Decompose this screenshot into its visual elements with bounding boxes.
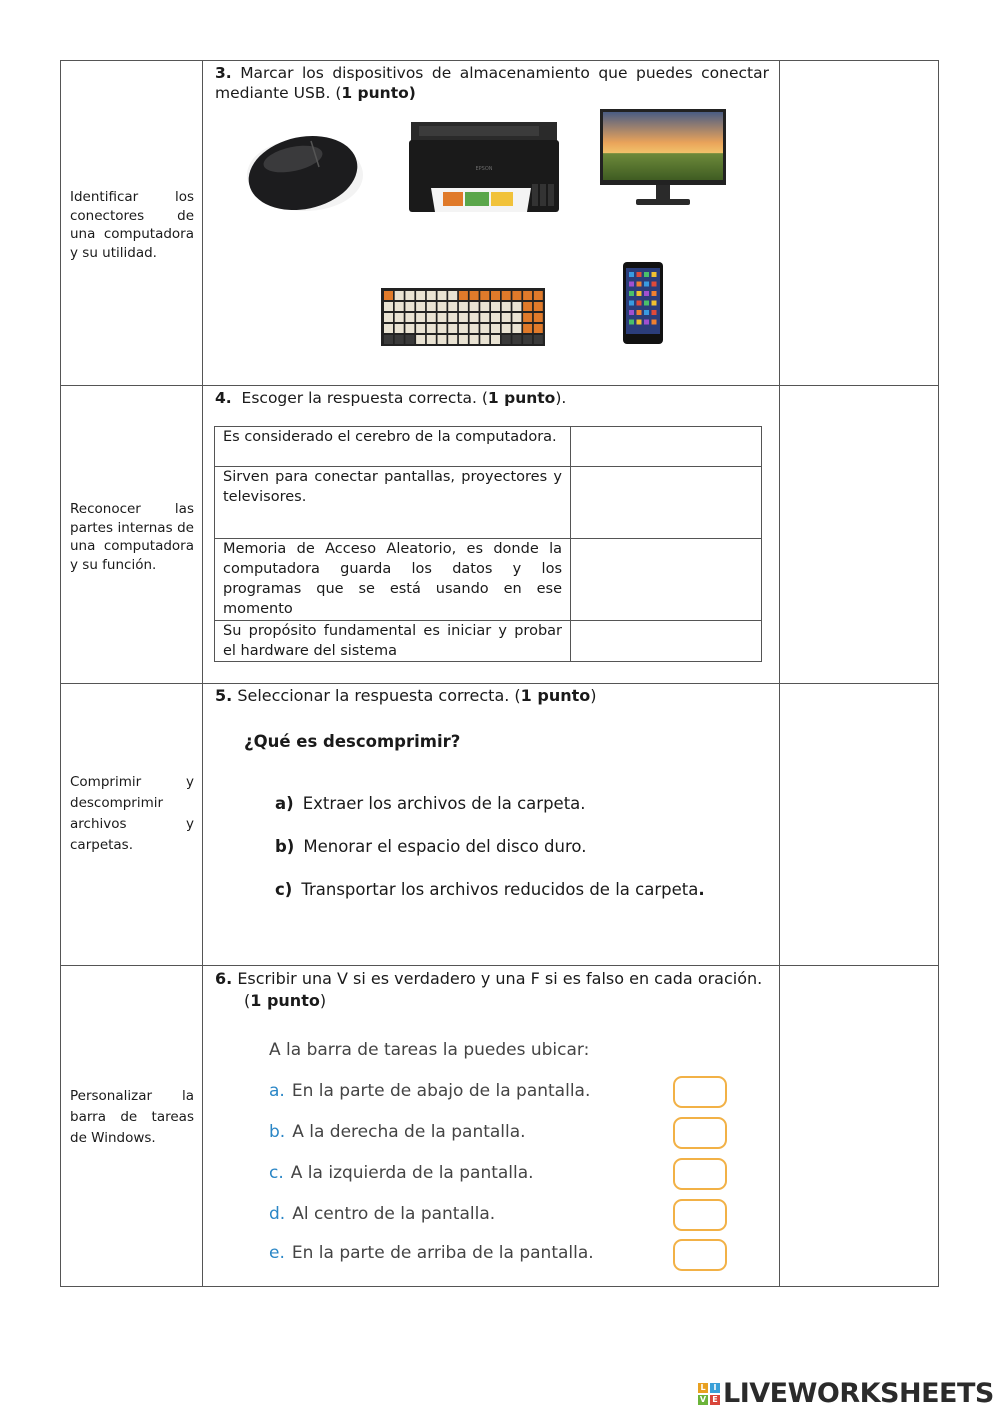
- answer-box[interactable]: [571, 539, 762, 621]
- question-6-title: 6. Escribir una V si es verdadero y una F si es falso en cada oración. (1 punto): [215, 969, 763, 1010]
- statement-d: d. Al centro de la pantalla.: [269, 1204, 496, 1224]
- answer-box-a[interactable]: [673, 1076, 727, 1108]
- smartphone-image[interactable]: [623, 262, 665, 346]
- row-question-6: [61, 966, 939, 1287]
- statement-a: a. En la parte de abajo de la pantalla.: [269, 1081, 591, 1101]
- score-cell: [780, 684, 939, 966]
- objective-cell: [61, 61, 203, 386]
- printer-image[interactable]: [409, 118, 561, 214]
- monitor-image[interactable]: [600, 109, 728, 213]
- answer-box[interactable]: [571, 467, 762, 539]
- answer-box-c[interactable]: [673, 1158, 727, 1190]
- statement-c: c. A la izquierda de la pantalla.: [269, 1163, 534, 1183]
- answer-box-b[interactable]: [673, 1117, 727, 1149]
- answer-box[interactable]: [571, 621, 762, 662]
- liveworksheets-logo: [698, 1378, 994, 1409]
- item-text: Sirven para conectar pantallas, proyectores y televisores.: [215, 467, 571, 539]
- item-text: Su propósito fundamental es iniciar y probar el hardware del sistema: [215, 621, 571, 662]
- option-b[interactable]: b) Menorar el espacio del disco duro.: [275, 837, 587, 856]
- objective-text: Comprimir y descomprimir archivos y carpetas.: [70, 774, 194, 853]
- svg-text:EPSON: EPSON: [475, 166, 493, 172]
- subquestion: ¿Qué es descomprimir?: [244, 732, 461, 751]
- question-cell: [203, 966, 780, 1287]
- objective-cell: [61, 966, 203, 1287]
- score-cell: [780, 386, 939, 684]
- statement-prompt: A la barra de tareas la puedes ubicar:: [269, 1040, 590, 1060]
- keyboard-image[interactable]: [381, 288, 547, 348]
- score-cell: [780, 61, 939, 386]
- objective-text: Personalizar la barra de tareas de Windows.: [70, 1088, 194, 1146]
- item-text: Memoria de Acceso Aleatorio, es donde la computadora guarda los datos y los programas que se está usando en ese momento: [215, 539, 571, 621]
- row-question-3: [61, 61, 939, 386]
- row-question-4: [61, 386, 939, 684]
- question-3-title: 3. Marcar los dispositivos de almacenamiento que puedes conectar mediante USB. (1 punto): [215, 64, 769, 102]
- objective-text: Identificar los conectores de una computadora y su utilidad.: [70, 189, 194, 261]
- objective-cell: [61, 684, 203, 966]
- objective-text: Reconocer las partes internas de una computadora y su función.: [70, 501, 194, 573]
- answer-box[interactable]: [571, 427, 762, 467]
- question-5-title: 5. Seleccionar la respuesta correcta. (1 punto): [215, 686, 597, 705]
- question-cell: [203, 61, 780, 386]
- worksheet-table: [60, 60, 939, 1287]
- row-question-5: [61, 684, 939, 966]
- option-c[interactable]: c) Transportar los archivos reducidos de la carpeta.: [275, 880, 705, 899]
- objective-cell: [61, 386, 203, 684]
- statement-e: e. En la parte de arriba de la pantalla.: [269, 1243, 594, 1263]
- score-cell: [780, 966, 939, 1287]
- answer-box-e[interactable]: [673, 1239, 727, 1271]
- mouse-image[interactable]: [245, 131, 363, 213]
- answer-box-d[interactable]: [673, 1199, 727, 1231]
- statement-b: b. A la derecha de la pantalla.: [269, 1122, 526, 1142]
- option-a[interactable]: a) Extraer los archivos de la carpeta.: [275, 794, 586, 813]
- item-text: Es considerado el cerebro de la computadora.: [215, 427, 571, 467]
- matching-table: [214, 426, 762, 662]
- logo-mark-icon: L I V E: [698, 1383, 720, 1405]
- question-cell: [203, 386, 780, 684]
- question-4-title: 4. Escoger la respuesta correcta. (1 punto).: [215, 389, 567, 407]
- question-cell: [203, 684, 780, 966]
- logo-text: LIVEWORKSHEETS: [723, 1378, 994, 1409]
